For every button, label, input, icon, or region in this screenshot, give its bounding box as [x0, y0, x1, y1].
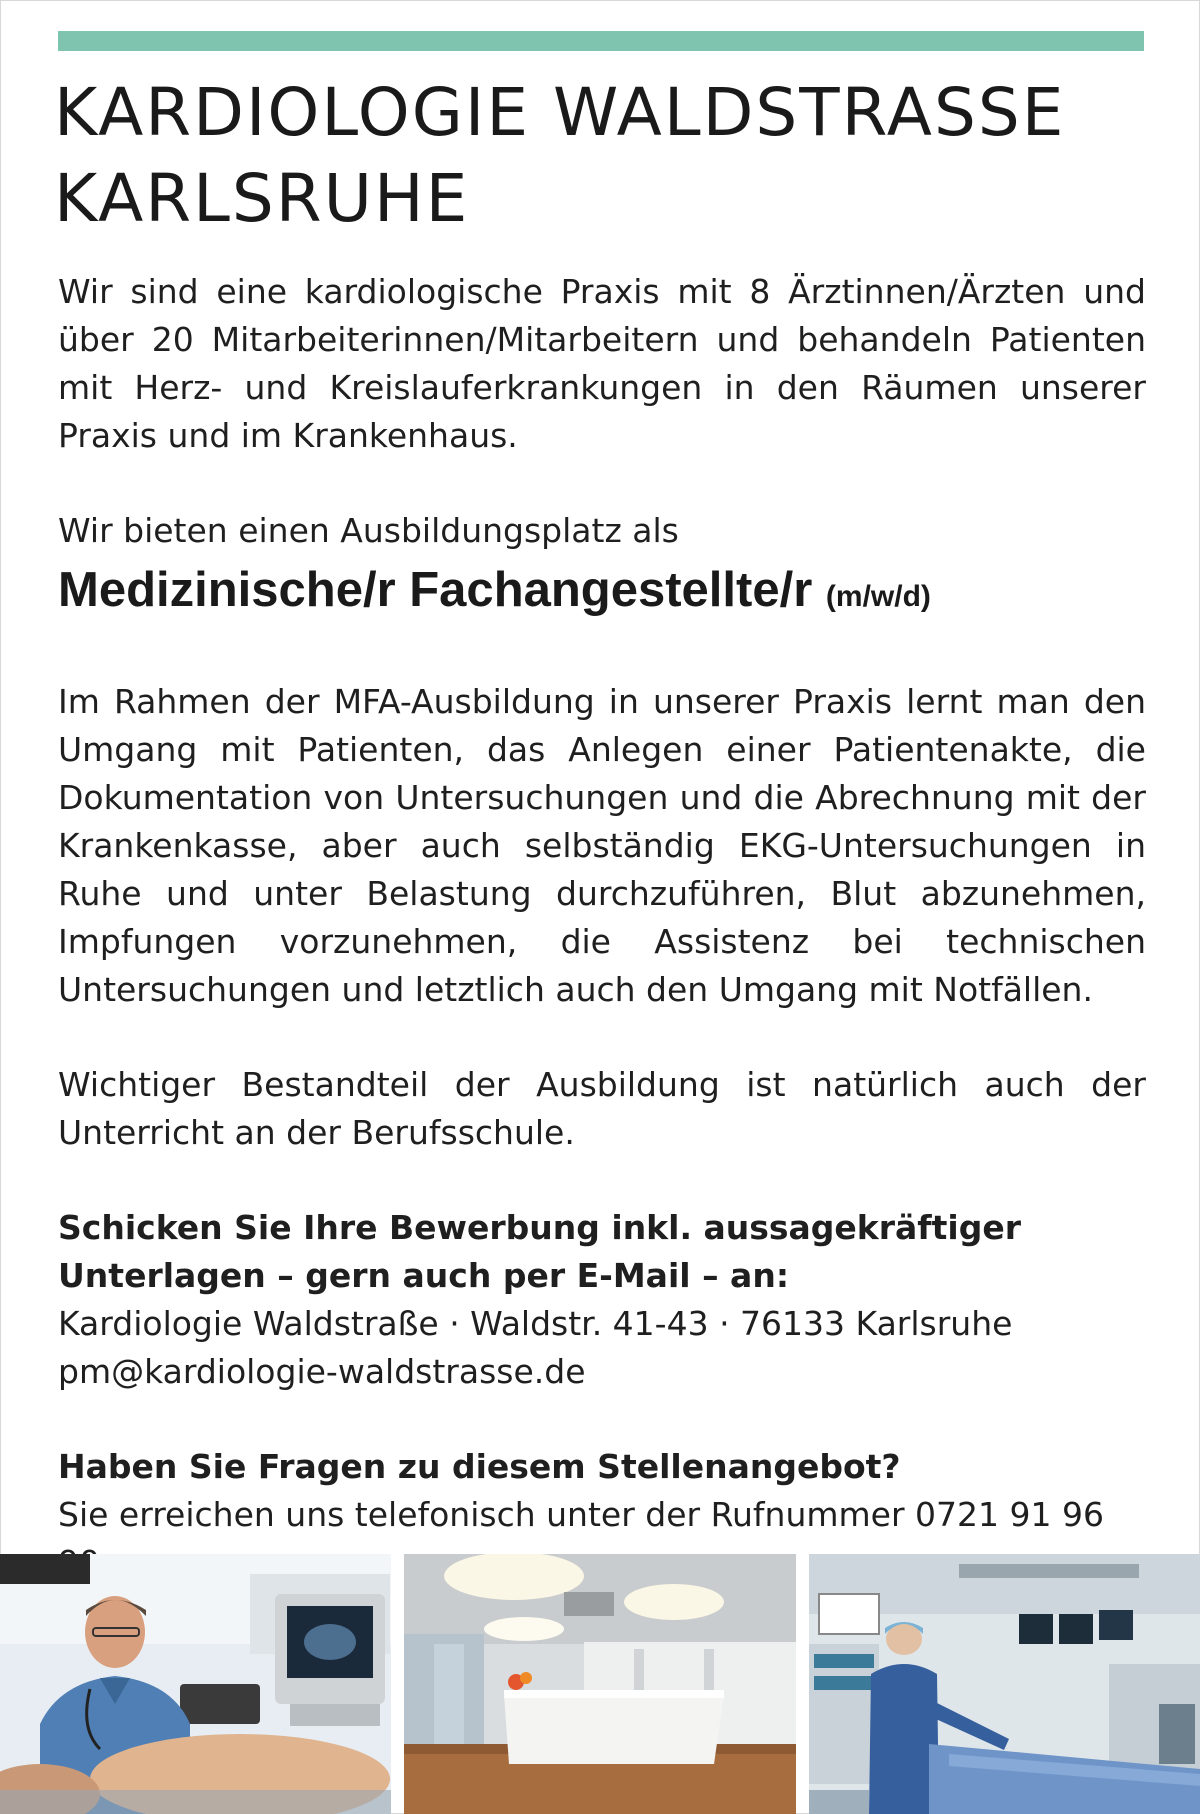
contact-email[interactable]: pm@kardiologie-waldstrasse.de — [58, 1352, 586, 1391]
intro-paragraph: Wir sind eine kardiologische Praxis mit 8 Ärztinnen/Ärzten und über 20 Mitarbeiterinnen/Mitarbeitern und behandeln Patienten mit Herz- und Kreislauferkrankungen in den Räumen unserer Praxis und im Krankenhaus. — [58, 272, 1146, 455]
page-title — [54, 70, 1154, 242]
photo-strip — [0, 1554, 1200, 1814]
school-paragraph: Wichtiger Bestandteil der Ausbildung ist natürlich auch der Unterricht an der Berufsschule. — [58, 1065, 1146, 1152]
position-title-text: Medizinische/r Fachangestellte/r — [58, 563, 813, 617]
reception-illustration — [404, 1554, 796, 1814]
training-paragraph: Im Rahmen der MFA-Ausbildung in unserer Praxis lernt man den Umgang mit Patienten, das Anlegen einer Patientenakte, die Dokumentation von Untersuchungen und die Abrechnung mit der Krankenkasse, aber auch selbständig EKG-Untersuchungen in Ruhe und unter Belastung durchzuführen, Blut abzunehmen, Impfungen vorzunehmen, die Assistenz bei technischen Untersuchungen und letztlich auch den Umgang mit Notfällen. — [58, 682, 1146, 1009]
accent-bar — [58, 31, 1144, 51]
contact-address: Kardiologie Waldstraße · Waldstr. 41-43 · 76133 Karlsruhe — [58, 1304, 1013, 1343]
photo-reception — [404, 1554, 796, 1814]
questions-heading: Haben Sie Fragen zu diesem Stellenangebot? — [58, 1447, 901, 1486]
photo-doctor-patient — [0, 1554, 391, 1814]
cath-lab-illustration — [809, 1554, 1200, 1814]
position-title — [58, 555, 1146, 632]
title-line-2: KARLSRUHE — [54, 160, 470, 237]
title-line-1: KARDIOLOGIE WALDSTRASSE — [54, 74, 1066, 151]
photo-cath-lab — [809, 1554, 1200, 1814]
position-suffix: (m/w/d) — [825, 580, 931, 613]
questions-phone-text: Sie erreichen uns telefonisch unter der Rufnummer 0721 91 96 — [58, 1495, 1104, 1534]
offer-lead: Wir bieten einen Ausbildungsplatz als — [58, 511, 679, 550]
doctor-patient-illustration — [0, 1554, 391, 1814]
application-heading: Schicken Sie Ihre Bewerbung inkl. aussagekräftiger Unterlagen – gern auch per E-Mail – an: — [58, 1208, 1021, 1295]
ad-body — [58, 268, 1146, 1587]
